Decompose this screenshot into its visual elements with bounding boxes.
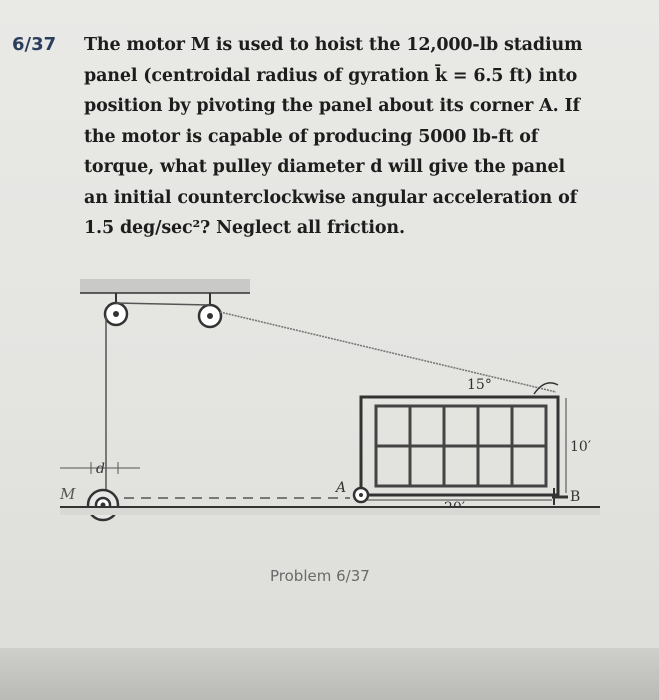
stadium-panel [361, 397, 558, 495]
statement-line-7: 1.5 deg/sec²? Neglect all friction. [84, 218, 405, 238]
statement-line-3: position by pivoting the panel about its corner A. If [84, 96, 580, 116]
cable-top [116, 303, 210, 305]
pulley-right [199, 305, 221, 327]
ground-shading [60, 507, 600, 515]
statement-line-1: The motor M is used to hoist the 12,000-lb stadium [84, 35, 583, 55]
motor [88, 490, 118, 520]
problem-figure [0, 270, 659, 600]
label-d: d [96, 461, 105, 477]
figure-caption: Problem 6/37 [270, 567, 370, 585]
label-b: B [570, 489, 581, 505]
statement-line-6: an initial counterclockwise angular acceleration of [84, 187, 577, 208]
problem-statement [84, 30, 644, 244]
statement-line-5: torque, what pulley diameter d will give the panel [84, 157, 565, 177]
problem-number: 6/37 [12, 34, 57, 55]
label-m: M [60, 485, 76, 503]
pivot-a [354, 488, 368, 502]
angle-label: 15° [467, 377, 492, 393]
page-bottom-edge [0, 648, 659, 700]
pulley-left [105, 303, 127, 325]
cable-to-panel [220, 312, 556, 392]
ceiling-beam [80, 279, 250, 293]
label-a: A [336, 480, 347, 496]
statement-line-2: panel (centroidal radius of gyration k̄ = 6.5 ft) into [84, 65, 578, 86]
height-label: 10′ [570, 439, 591, 455]
statement-line-4: the motor is capable of producing 5000 lb-ft of [84, 126, 539, 147]
